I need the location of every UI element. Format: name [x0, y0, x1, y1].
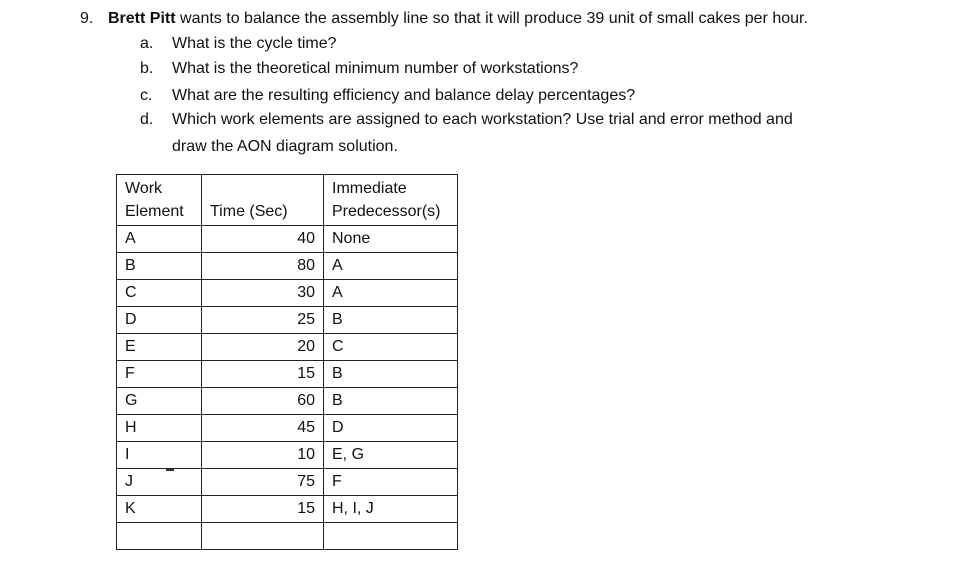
table-row	[117, 307, 458, 334]
cell-time: 30	[202, 280, 324, 307]
cell-element: G	[117, 388, 202, 415]
header-element-line1: Work	[125, 180, 163, 197]
question-name: Brett Pitt	[108, 10, 176, 27]
table-row	[117, 415, 458, 442]
cell-time: 75	[202, 469, 324, 496]
cell-element: F	[117, 361, 202, 388]
table-row	[117, 253, 458, 280]
header-pred-line2: Predecessor(s)	[332, 203, 441, 220]
cell-predecessor: D	[324, 415, 458, 442]
table-row	[117, 280, 458, 307]
cell-predecessor: H, I, J	[324, 496, 458, 523]
work-element-table	[116, 174, 458, 550]
cell-predecessor: None	[324, 226, 458, 253]
subquestion-letter: a.	[140, 35, 154, 52]
cell-element: H	[117, 415, 202, 442]
table-row	[117, 442, 458, 469]
cell-predecessor: A	[324, 280, 458, 307]
question-body: wants to balance the assembly line so that it will produce 39 unit of small cakes per hour.	[175, 10, 808, 27]
header-time-label: Time (Sec)	[210, 203, 288, 220]
table-row	[117, 334, 458, 361]
table-row	[117, 226, 458, 253]
cell-element: B	[117, 253, 202, 280]
cell-time: 10	[202, 442, 324, 469]
question-line	[80, 8, 808, 30]
cell-time: 40	[202, 226, 324, 253]
header-predecessors	[324, 175, 458, 226]
cell-element: K	[117, 496, 202, 523]
question-number: 9.	[80, 10, 94, 27]
subquestion-d	[140, 108, 793, 132]
cell-time: 20	[202, 334, 324, 361]
cell-element: J	[117, 469, 202, 496]
subquestion-b	[140, 57, 578, 81]
cell-predecessor: E, G	[324, 442, 458, 469]
cell-element	[117, 523, 202, 550]
header-pred-line1: Immediate	[332, 180, 407, 197]
cell-element: I	[117, 442, 202, 469]
subquestion-d-continued: draw the AON diagram solution.	[172, 138, 398, 155]
cell-predecessor: B	[324, 361, 458, 388]
table-row	[117, 523, 458, 550]
cell-time: 25	[202, 307, 324, 334]
cell-time: 15	[202, 361, 324, 388]
cell-time	[202, 523, 324, 550]
header-element-line2: Element	[125, 203, 184, 220]
table-row	[117, 388, 458, 415]
question-text	[108, 10, 808, 27]
cell-predecessor	[324, 523, 458, 550]
table-header-row	[117, 175, 458, 226]
cell-time: 80	[202, 253, 324, 280]
cell-element: D	[117, 307, 202, 334]
cell-element: C	[117, 280, 202, 307]
cell-predecessor: F	[324, 469, 458, 496]
cell-predecessor: C	[324, 334, 458, 361]
subquestion-letter: d.	[140, 111, 154, 128]
subquestion-letter: b.	[140, 60, 154, 77]
cell-time: 45	[202, 415, 324, 442]
cell-predecessor: B	[324, 388, 458, 415]
table-row	[117, 361, 458, 388]
stray-mark	[166, 469, 174, 471]
table-row	[117, 496, 458, 523]
subquestion-a	[140, 32, 337, 56]
header-work-element	[117, 175, 202, 226]
subquestion-text: What is the theoretical minimum number of workstations?	[172, 60, 579, 77]
subquestion-letter: c.	[140, 87, 153, 104]
cell-element: A	[117, 226, 202, 253]
subquestion-text: What is the cycle time?	[172, 35, 337, 52]
table-row	[117, 469, 458, 496]
header-time	[202, 175, 324, 226]
cell-time: 60	[202, 388, 324, 415]
cell-element: E	[117, 334, 202, 361]
subquestion-text: Which work elements are assigned to each workstation? Use trial and error method and	[172, 111, 793, 128]
cell-time: 15	[202, 496, 324, 523]
cell-predecessor: B	[324, 307, 458, 334]
subquestion-c	[140, 84, 635, 108]
subquestion-text: What are the resulting efficiency and balance delay percentages?	[172, 87, 636, 104]
cell-predecessor: A	[324, 253, 458, 280]
